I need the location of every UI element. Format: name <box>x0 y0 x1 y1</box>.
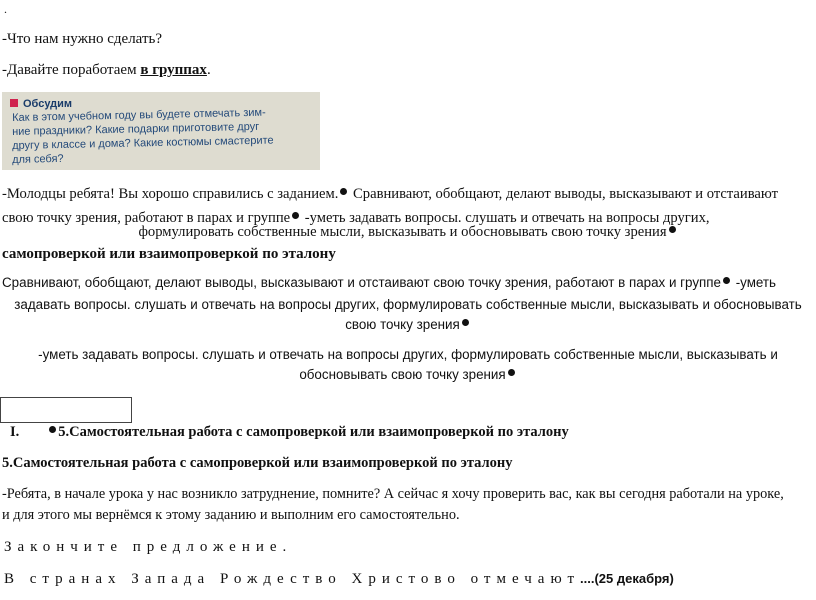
discuss-textbook-image <box>2 92 320 170</box>
discuss-line: другу в классе и дома? Какие костюмы смастерите <box>12 134 274 152</box>
empty-box <box>0 397 132 423</box>
para3-text: обосновывать свою точку зрения <box>299 367 506 382</box>
groups-line <box>2 62 211 79</box>
list-numeral: I. <box>10 424 20 440</box>
bullet-icon <box>723 277 730 284</box>
bullet-icon <box>292 212 299 219</box>
bullet-icon <box>462 319 469 326</box>
discuss-title-text: Обсудим <box>23 98 73 110</box>
para2-text: -уметь <box>731 275 777 290</box>
discuss-marker-icon <box>10 99 18 107</box>
discuss-line: для себя? <box>12 152 64 166</box>
discuss-title <box>10 98 72 110</box>
para2-line2: задавать вопросы. слушать и отвечать на вопросы других, формулировать собственные мысли, высказывать и обосновывать <box>14 297 802 312</box>
groups-suffix: . <box>206 62 211 78</box>
groups-prefix: -Давайте поработаем <box>2 62 141 78</box>
bullet-icon <box>508 369 515 376</box>
list-heading <box>10 424 569 441</box>
para2-text: свою точку зрения <box>345 317 460 332</box>
para4-line1: -Ребята, в начале урока у нас возникло затруднение, помните? А сейчас я хочу проверить вас, как вы сегодня работали на уроке, <box>2 486 784 502</box>
discuss-line: ние праздники? Какие подарки приготовите друг <box>12 120 260 138</box>
groups-emphasis: в группах <box>140 62 207 78</box>
para3-line2 <box>0 367 816 382</box>
list-heading-text: 5.Самостоятельная работа с самопроверкой или взаимопроверкой по эталону <box>58 424 569 440</box>
bullet-icon <box>49 426 56 433</box>
bullet-icon <box>340 188 347 195</box>
para2-line3 <box>0 317 816 332</box>
para1-line1 <box>2 186 814 203</box>
sentence-answer: ....(25 декабря) <box>580 571 674 586</box>
question-line: -Что нам нужно сделать? <box>2 31 163 47</box>
para1-line3 <box>0 224 816 241</box>
discuss-line: Как в этом учебном году вы будете отмечать зим- <box>12 106 266 124</box>
sentence-text: В странах Запада Рождество Христово отмечают <box>4 571 581 587</box>
bullet-icon <box>669 226 676 233</box>
para1-text: Сравнивают, обобщают, делают выводы, высказывают и отстаивают <box>349 186 778 202</box>
para2-line1 <box>2 275 776 290</box>
para1-text: -Молодцы ребята! Вы хорошо справились с заданием. <box>2 186 339 202</box>
para1-text: -уметь задавать вопросы. слушать и отвечать на вопросы других, <box>301 210 710 226</box>
para3-line1: -уметь задавать вопросы. слушать и отвечать на вопросы других, формулировать собственные мысли, высказывать и <box>38 347 778 362</box>
top-mark: . <box>4 2 7 16</box>
para2-text: Сравнивают, обобщают, делают выводы, высказывают и отстаивают свою точку зрения, работают в парах и группе <box>2 275 721 290</box>
para1-text: свою точку зрения, работают в парах и группе <box>2 210 291 226</box>
task-line: Закончите предложение. <box>4 539 293 555</box>
para1-line4: самопроверкой или взаимопроверкой по эталону <box>2 246 336 262</box>
para4-line2: и для этого мы вернёмся к этому заданию и выполним его самостоятельно. <box>2 507 460 523</box>
sentence-line <box>4 571 674 588</box>
para1-text: формулировать собственные мысли, высказывать и обосновывать свою точку зрения <box>138 224 667 240</box>
section-heading: 5.Самостоятельная работа с самопроверкой или взаимопроверкой по эталону <box>2 455 513 471</box>
